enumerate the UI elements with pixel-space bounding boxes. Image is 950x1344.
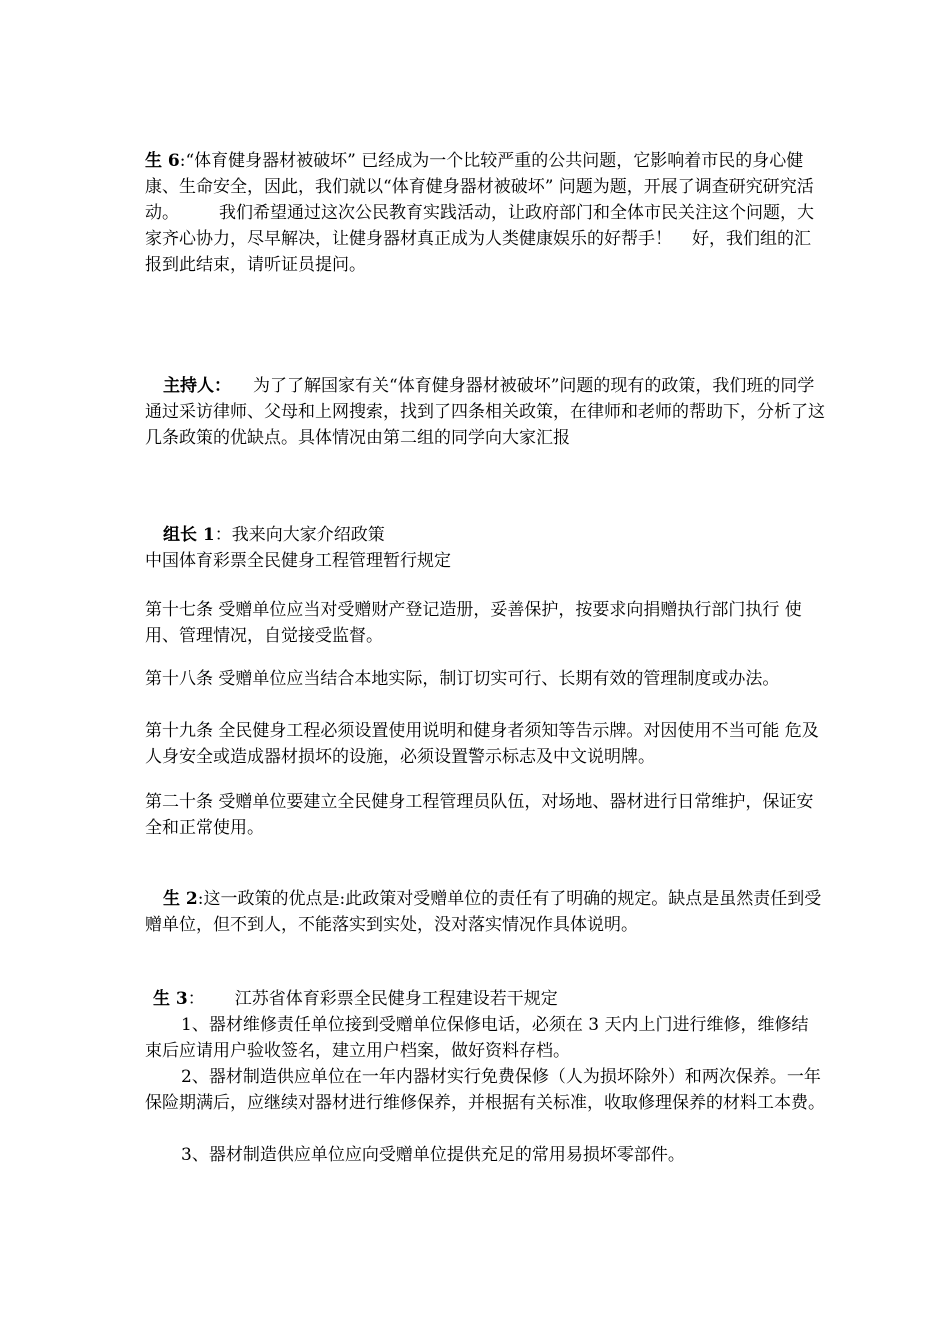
leader1-label: 组长 1: [163, 525, 215, 545]
student3-title: 江苏省体育彩票全民健身工程建设若干规定: [234, 989, 558, 1009]
student3-colon: ：: [187, 989, 205, 1009]
leader1-text: ：我来向大家介绍政策: [214, 525, 385, 545]
host-text: 为了了解国家有关“体育健身器材被破坏”问题的现有的政策，我们班的同学通过采访律师、父母和上网搜索，找到了四条相关政策，在律师和老师的帮助下，分析了这几条政策的优缺点。具体情况由第二组的同学向大家汇报: [145, 376, 825, 448]
student6-text-3: 问题为题，开展了调查研究研究活动。: [145, 177, 814, 223]
student2-paragraph: [145, 886, 825, 938]
leader1-paragraph: [145, 522, 825, 548]
student6-text-1: :“体育健身器材被破坏”: [179, 151, 362, 171]
article-19: 第十九条 全民健身工程必须设置使用说明和健身者须知等告示牌。对因使用不当可能 危及人身安全或造成器材损坏的设施，必须设置警示标志及中文说明牌。: [145, 721, 819, 767]
host-paragraph: [145, 373, 825, 451]
student3-heading: [145, 986, 825, 1012]
student6-paragraph: [145, 148, 825, 278]
student6-text-2: 已经成为一个比较严重的公共问题，它影响着市民的身心健康、生命安全，因此，我们就以“体育健身器材被破坏”: [145, 151, 804, 197]
student2-label: 生 2: [163, 889, 198, 909]
host-label: 主持人：: [163, 376, 231, 396]
article-17: 第十七条 受赠单位应当对受赠财产登记造册，妥善保护，按要求向捐赠执行部门执行 使用、管理情况，自觉接受监督。: [145, 600, 802, 646]
student6-label: 生 6: [145, 151, 180, 171]
article-20: 第二十条 受赠单位要建立全民健身工程管理员队伍，对场地、器材进行日常维护，保证安全和正常使用。: [145, 792, 814, 838]
student3-item-2: 2、器材制造供应单位在一年内器材实行免费保修（人为损坏除外）和两次保养。一年保险期满后，应继续对器材进行维修保养，并根据有关标准，收取修理保养的材料工本费。: [145, 1067, 825, 1113]
student3-label: 生 3: [153, 989, 188, 1009]
student2-text: :这一政策的优点是:此政策对受赠单位的责任有了明确的规定。缺点是虽然责任到受赠单位，但不到人，不能落实到实处，没对落实情况作具体说明。: [145, 889, 822, 935]
student6-text-4: 我们希望通过这次公民教育实践活动，让政府部门和全体市民关注这个问题，大家齐心协力，尽早解决，让健身器材真正成为人类健康娱乐的好帮手！: [145, 203, 814, 249]
student6-text-5: 好，我们组的汇报到此结束，请听证员提问。: [145, 229, 811, 275]
article-18: 第十八条 受赠单位应当结合本地实际，制订切实可行、长期有效的管理制度或办法。: [145, 669, 780, 689]
regulation-title: 中国体育彩票全民健身工程管理暂行规定: [145, 551, 451, 571]
student3-item-3: 3、器材制造供应单位应向受赠单位提供充足的常用易损坏零部件。: [181, 1145, 685, 1165]
student3-item-1: 1、器材维修责任单位接到受赠单位保修电话，必须在 3 天内上门进行维修，维修结束后应请用户验收签名，建立用户档案，做好资料存档。: [145, 1015, 809, 1061]
